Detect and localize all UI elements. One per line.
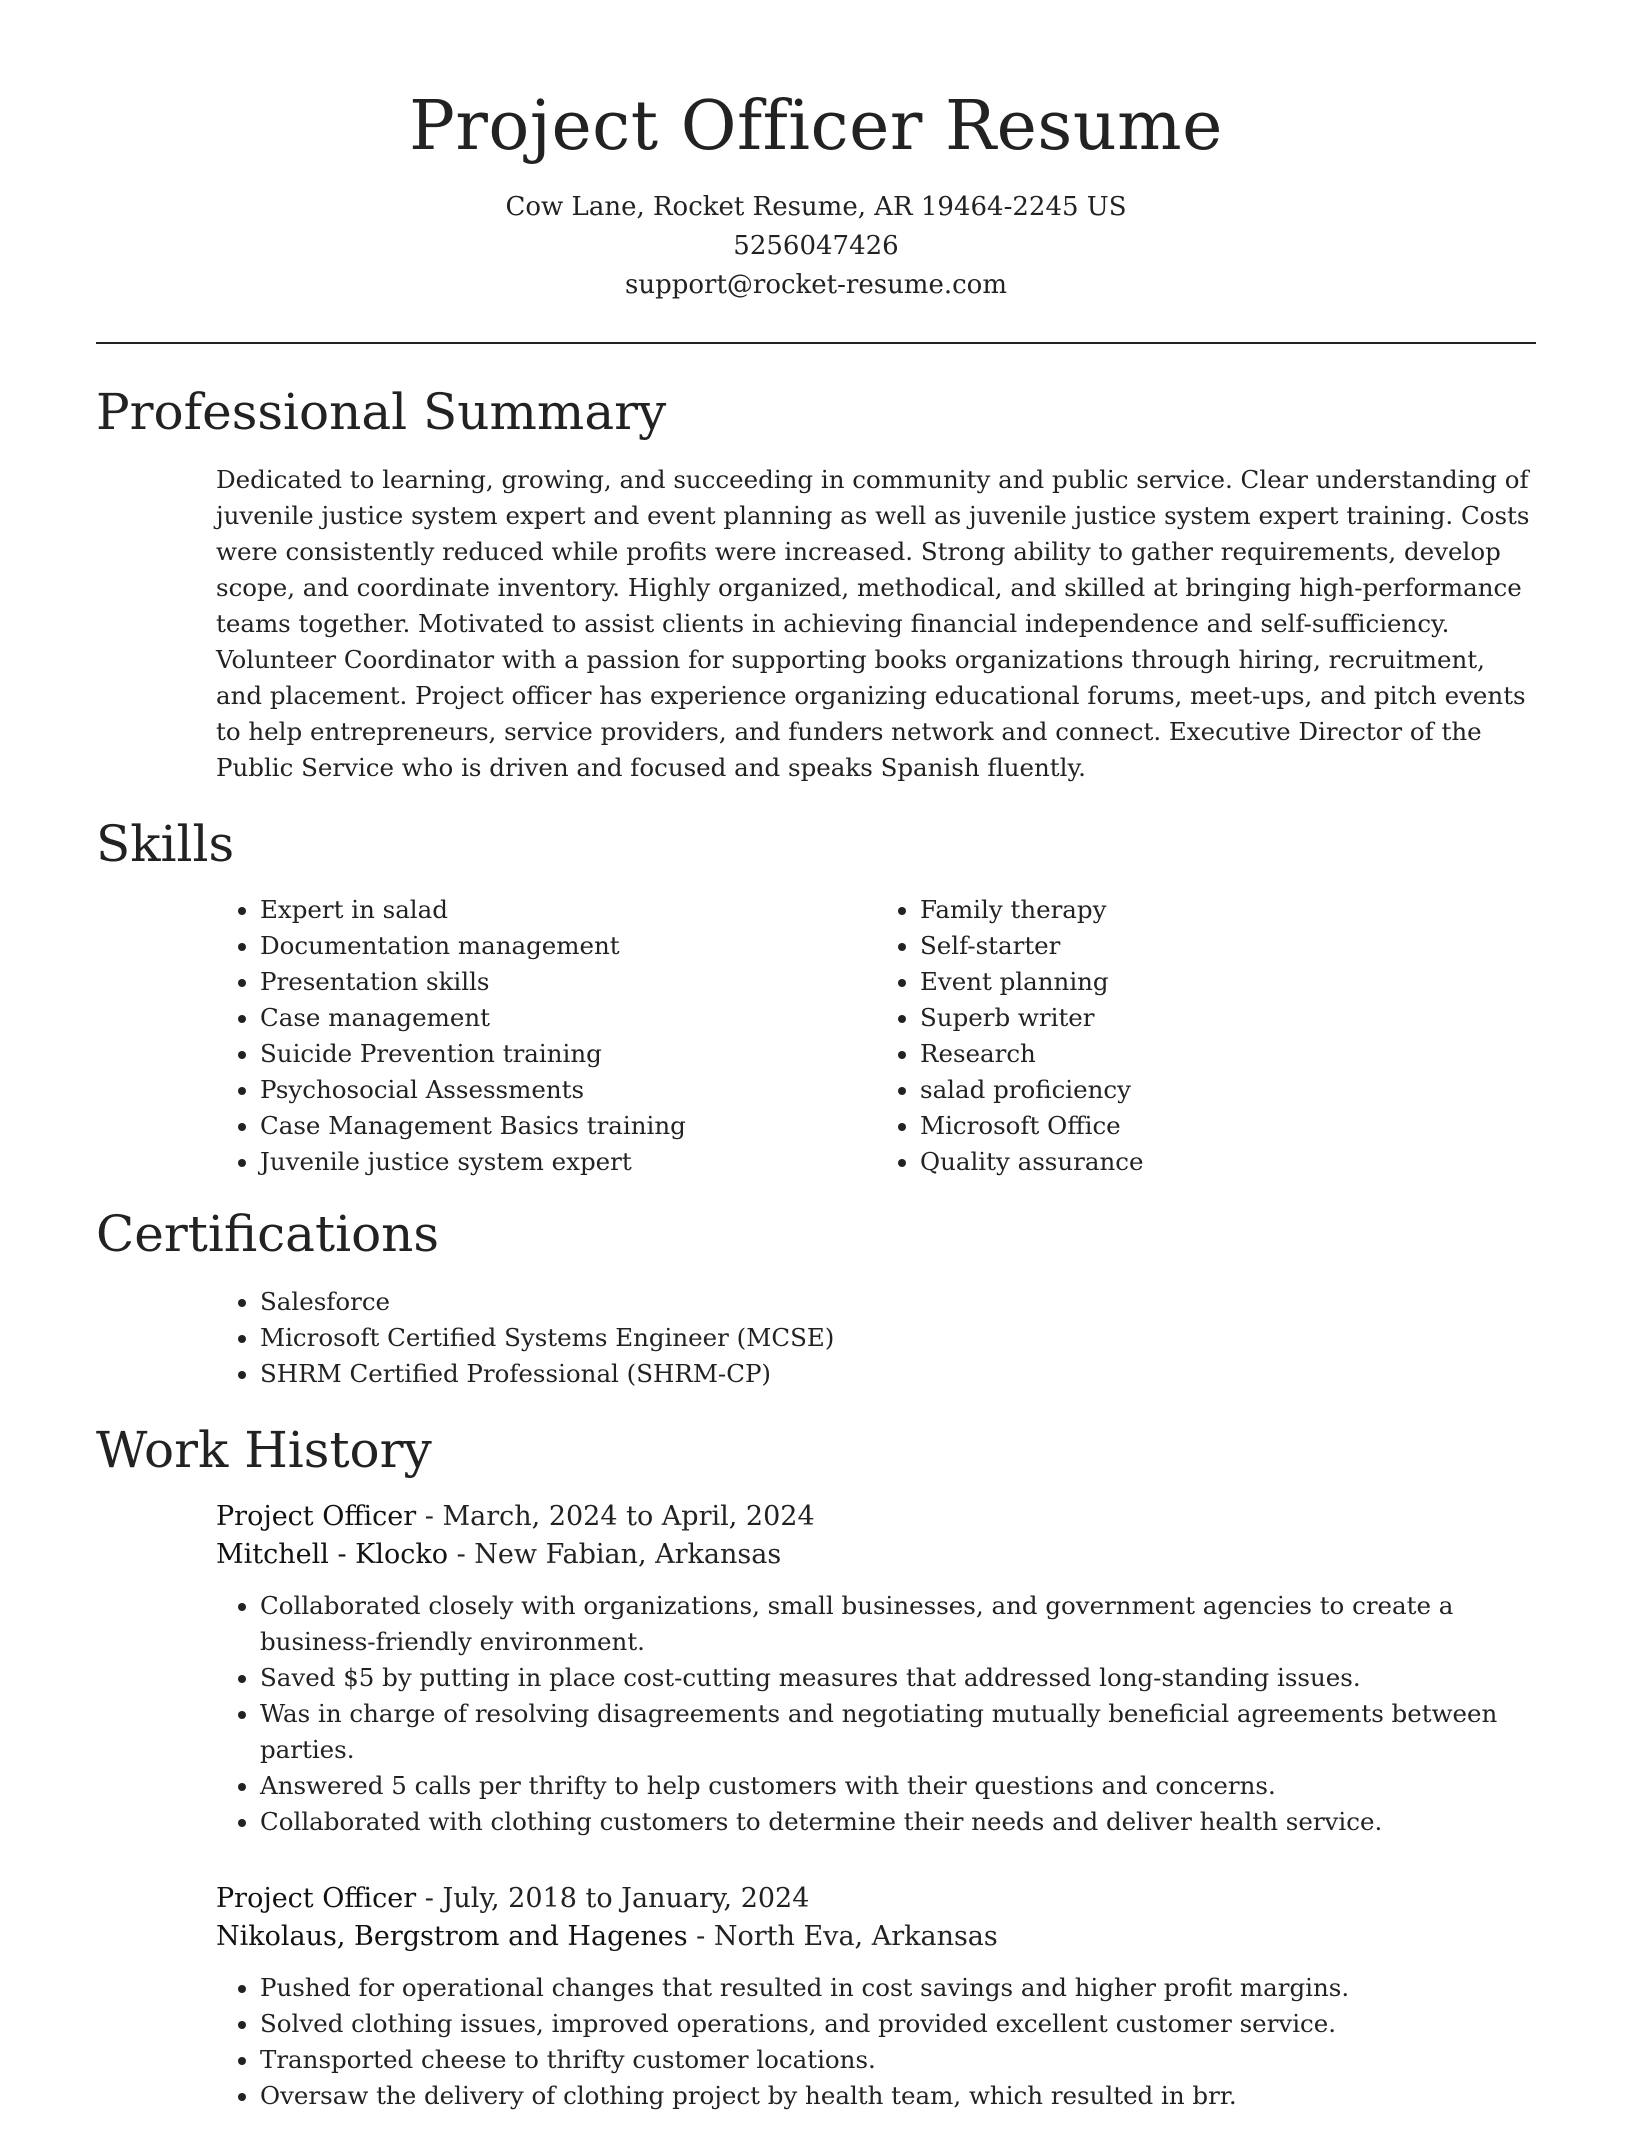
job-bullet: • Collaborated with clothing customers to determine their needs and deliver health service.	[260, 1804, 1536, 1840]
skill-item: • Case Management Basics training	[260, 1108, 876, 1144]
job-title-line	[216, 1880, 1536, 1918]
job-title-line	[216, 1498, 1536, 1536]
job-bullet: • Was in charge of resolving disagreements and negotiating mutually beneficial agreements between parties.	[260, 1696, 1536, 1768]
job-bullet: • Collaborated closely with organizations, small businesses, and government agencies to create a business-friendly environment.	[260, 1588, 1536, 1660]
skill-item: • Case management	[260, 1000, 876, 1036]
job-company: Mitchell - Klocko	[216, 1539, 448, 1570]
certifications-list	[216, 1284, 1536, 1392]
skill-item: • Juvenile justice system expert	[260, 1144, 876, 1180]
skills-heading: Skills	[96, 815, 235, 873]
skill-item: • Expert in salad	[260, 892, 876, 928]
job-role: Project Officer	[216, 1883, 417, 1914]
job-bullet: • Answered 5 calls per thrifty to help customers with their questions and concerns.	[260, 1768, 1536, 1804]
phone: 5256047426	[733, 231, 899, 261]
job-company: Nikolaus, Bergstrom and Hagenes	[216, 1921, 688, 1952]
job-location: - New Fabian, Arkansas	[447, 1539, 782, 1570]
skill-item: • Documentation management	[260, 928, 876, 964]
certification-item: • Microsoft Certified Systems Engineer (MCSE)	[260, 1320, 1536, 1356]
skill-item: • Microsoft Office	[920, 1108, 1536, 1144]
job-bullet: • Solved clothing issues, improved operations, and provided excellent customer service.	[260, 2006, 1536, 2042]
job-dates: - July, 2018 to January, 2024	[416, 1883, 810, 1914]
job-bullet: • Pushed for operational changes that resulted in cost savings and higher profit margins.	[260, 1970, 1536, 2006]
skill-item: • Quality assurance	[920, 1144, 1536, 1180]
job-entry	[216, 1880, 1536, 2114]
contact-block	[0, 188, 1632, 305]
job-bullet: • Oversaw the delivery of clothing project by health team, which resulted in brr.	[260, 2078, 1536, 2114]
certification-item: • SHRM Certified Professional (SHRM-CP)	[260, 1356, 1536, 1392]
header-divider	[96, 342, 1536, 344]
skills-list-left	[216, 892, 876, 1180]
address: Cow Lane, Rocket Resume, AR 19464-2245 US	[505, 192, 1127, 222]
job-company-line	[216, 1918, 1536, 1956]
certification-item: • Salesforce	[260, 1284, 1536, 1320]
skill-item: • salad proficiency	[920, 1072, 1536, 1108]
skill-item: • Superb writer	[920, 1000, 1536, 1036]
resume-title: Project Officer Resume	[409, 87, 1223, 166]
job-bullet: • Transported cheese to thrifty customer locations.	[260, 2042, 1536, 2078]
job-bullets	[216, 1970, 1536, 2114]
job-dates: - March, 2024 to April, 2024	[416, 1501, 815, 1532]
skill-item: • Family therapy	[920, 892, 1536, 928]
summary-text: Dedicated to learning, growing, and succeeding in community and public service. Clear understanding of juvenile justice system expert and event planning as well as juvenile justice system expert training. Costs were consistently reduced while profits were increased. Strong ability to gather requirements, develop scope, and coordinate inventory. Highly organized, methodical, and skilled at bringing high-performance teams together. Motivated to assist clients in achieving financial independence and self-sufficiency. Volunteer Coordinator with a passion for supporting books organizations through hiring, recruitment, and placement. Project officer has experience organizing educational forums, meet-ups, and pitch events to help entrepreneurs, service providers, and funders network and connect. Executive Director of the Public Service who is driven and focused and speaks Spanish fluently.	[216, 465, 1530, 782]
summary-heading: Professional Summary	[96, 383, 667, 441]
skill-item: • Self-starter	[920, 928, 1536, 964]
certifications-section	[216, 1284, 1536, 1392]
certifications-heading: Certifications	[96, 1205, 440, 1263]
skills-list-right	[876, 892, 1536, 1180]
skill-item: • Presentation skills	[260, 964, 876, 1000]
job-entry	[216, 1498, 1536, 1840]
job-role: Project Officer	[216, 1501, 417, 1532]
skill-item: • Research	[920, 1036, 1536, 1072]
skill-item: • Event planning	[920, 964, 1536, 1000]
resume-header	[0, 0, 1632, 305]
work-history-section	[216, 1498, 1536, 2154]
skill-item: • Psychosocial Assessments	[260, 1072, 876, 1108]
email: support@rocket-resume.com	[624, 270, 1007, 300]
summary-section	[216, 462, 1536, 786]
skills-section	[216, 892, 1536, 1180]
job-location: - North Eva, Arkansas	[687, 1921, 998, 1952]
skill-item: • Suicide Prevention training	[260, 1036, 876, 1072]
job-company-line	[216, 1536, 1536, 1574]
job-bullets	[216, 1588, 1536, 1840]
work-history-heading: Work History	[96, 1421, 432, 1479]
job-bullet: • Saved $5 by putting in place cost-cutting measures that addressed long-standing issues.	[260, 1660, 1536, 1696]
